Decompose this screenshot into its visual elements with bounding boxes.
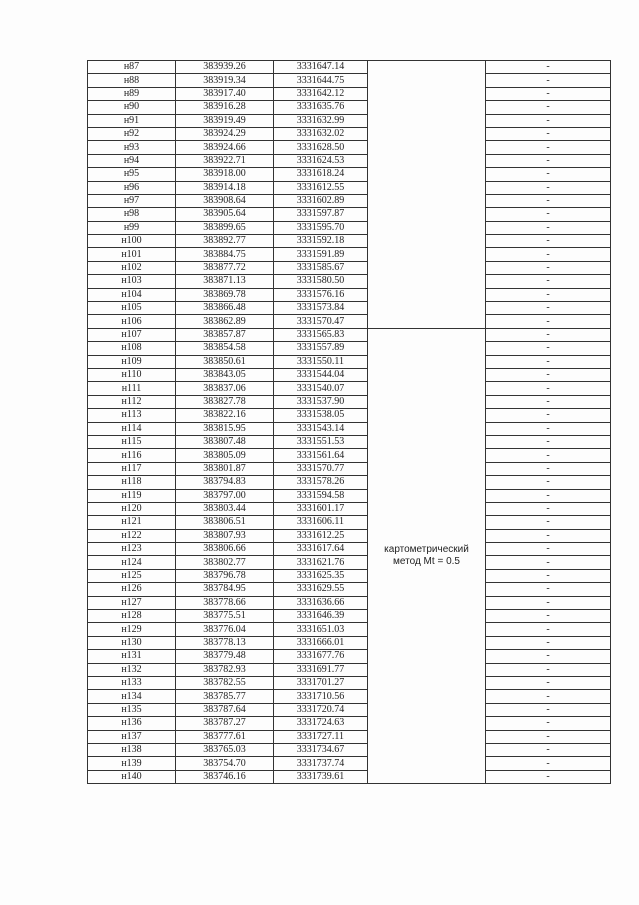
note-cell: - xyxy=(486,676,611,689)
note-cell: - xyxy=(486,462,611,475)
table-row xyxy=(88,596,611,609)
x-coordinate-cell: 383802.77 xyxy=(176,556,274,569)
x-coordinate-cell: 383869.78 xyxy=(176,288,274,301)
table-row xyxy=(88,74,611,87)
point-id-cell: н103 xyxy=(88,275,176,288)
y-coordinate-cell: 3331724.63 xyxy=(274,717,368,730)
x-coordinate-cell: 383866.48 xyxy=(176,302,274,315)
point-id-cell: н116 xyxy=(88,449,176,462)
note-cell: - xyxy=(486,717,611,730)
x-coordinate-cell: 383807.48 xyxy=(176,435,274,448)
point-id-cell: н139 xyxy=(88,757,176,770)
y-coordinate-cell: 3331573.84 xyxy=(274,302,368,315)
point-id-cell: н113 xyxy=(88,409,176,422)
table-row xyxy=(88,368,611,381)
table-row xyxy=(88,476,611,489)
table-row xyxy=(88,462,611,475)
x-coordinate-cell: 383797.00 xyxy=(176,489,274,502)
table-row xyxy=(88,516,611,529)
y-coordinate-cell: 3331612.25 xyxy=(274,529,368,542)
note-cell: - xyxy=(486,703,611,716)
note-cell: - xyxy=(486,770,611,783)
note-cell: - xyxy=(486,743,611,756)
point-id-cell: н120 xyxy=(88,502,176,515)
method-cell-empty xyxy=(368,61,486,329)
table-row xyxy=(88,743,611,756)
x-coordinate-cell: 383922.71 xyxy=(176,154,274,167)
method-label: картометрический xyxy=(384,543,469,555)
note-cell: - xyxy=(486,248,611,261)
point-id-cell: н123 xyxy=(88,543,176,556)
x-coordinate-cell: 383884.75 xyxy=(176,248,274,261)
table-row xyxy=(88,302,611,315)
table-row xyxy=(88,87,611,100)
table-row xyxy=(88,168,611,181)
table-row xyxy=(88,703,611,716)
table-row xyxy=(88,154,611,167)
point-id-cell: н90 xyxy=(88,101,176,114)
x-coordinate-cell: 383857.87 xyxy=(176,328,274,341)
point-id-cell: н112 xyxy=(88,395,176,408)
y-coordinate-cell: 3331561.64 xyxy=(274,449,368,462)
x-coordinate-cell: 383782.93 xyxy=(176,663,274,676)
table-row xyxy=(88,61,611,74)
x-coordinate-cell: 383775.51 xyxy=(176,610,274,623)
y-coordinate-cell: 3331617.64 xyxy=(274,543,368,556)
y-coordinate-cell: 3331594.58 xyxy=(274,489,368,502)
x-coordinate-cell: 383794.83 xyxy=(176,476,274,489)
point-id-cell: н96 xyxy=(88,181,176,194)
y-coordinate-cell: 3331606.11 xyxy=(274,516,368,529)
note-cell: - xyxy=(486,302,611,315)
x-coordinate-cell: 383899.65 xyxy=(176,221,274,234)
point-id-cell: н98 xyxy=(88,208,176,221)
point-id-cell: н102 xyxy=(88,261,176,274)
table-row xyxy=(88,235,611,248)
x-coordinate-cell: 383919.34 xyxy=(176,74,274,87)
note-cell: - xyxy=(486,623,611,636)
note-cell: - xyxy=(486,489,611,502)
note-cell: - xyxy=(486,114,611,127)
point-id-cell: н100 xyxy=(88,235,176,248)
point-id-cell: н129 xyxy=(88,623,176,636)
note-cell: - xyxy=(486,757,611,770)
x-coordinate-cell: 383908.64 xyxy=(176,194,274,207)
y-coordinate-cell: 3331551.53 xyxy=(274,435,368,448)
note-cell: - xyxy=(486,288,611,301)
x-coordinate-cell: 383803.44 xyxy=(176,502,274,515)
y-coordinate-cell: 3331578.26 xyxy=(274,476,368,489)
note-cell: - xyxy=(486,663,611,676)
note-cell: - xyxy=(486,168,611,181)
y-coordinate-cell: 3331636.66 xyxy=(274,596,368,609)
x-coordinate-cell: 383785.77 xyxy=(176,690,274,703)
point-id-cell: н109 xyxy=(88,355,176,368)
note-cell: - xyxy=(486,529,611,542)
table-row xyxy=(88,583,611,596)
point-id-cell: н115 xyxy=(88,435,176,448)
note-cell: - xyxy=(486,127,611,140)
note-cell: - xyxy=(486,235,611,248)
table-row xyxy=(88,676,611,689)
y-coordinate-cell: 3331677.76 xyxy=(274,650,368,663)
y-coordinate-cell: 3331624.53 xyxy=(274,154,368,167)
y-coordinate-cell: 3331580.50 xyxy=(274,275,368,288)
x-coordinate-cell: 383918.00 xyxy=(176,168,274,181)
note-cell: - xyxy=(486,569,611,582)
point-id-cell: н108 xyxy=(88,342,176,355)
note-cell: - xyxy=(486,74,611,87)
x-coordinate-cell: 383843.05 xyxy=(176,368,274,381)
point-id-cell: н131 xyxy=(88,650,176,663)
note-cell: - xyxy=(486,154,611,167)
table-row xyxy=(88,328,611,341)
point-id-cell: н128 xyxy=(88,610,176,623)
note-cell: - xyxy=(486,395,611,408)
x-coordinate-cell: 383850.61 xyxy=(176,355,274,368)
table-row xyxy=(88,409,611,422)
x-coordinate-cell: 383815.95 xyxy=(176,422,274,435)
y-coordinate-cell: 3331621.76 xyxy=(274,556,368,569)
y-coordinate-cell: 3331691.77 xyxy=(274,663,368,676)
x-coordinate-cell: 383806.51 xyxy=(176,516,274,529)
table-row xyxy=(88,610,611,623)
x-coordinate-cell: 383854.58 xyxy=(176,342,274,355)
point-id-cell: н119 xyxy=(88,489,176,502)
note-cell: - xyxy=(486,261,611,274)
point-id-cell: н111 xyxy=(88,382,176,395)
method-cell xyxy=(368,328,486,783)
note-cell: - xyxy=(486,342,611,355)
note-cell: - xyxy=(486,87,611,100)
x-coordinate-cell: 383914.18 xyxy=(176,181,274,194)
table-row xyxy=(88,422,611,435)
note-cell: - xyxy=(486,596,611,609)
point-id-cell: н132 xyxy=(88,663,176,676)
note-cell: - xyxy=(486,476,611,489)
y-coordinate-cell: 3331625.35 xyxy=(274,569,368,582)
point-id-cell: н137 xyxy=(88,730,176,743)
table-row xyxy=(88,623,611,636)
note-cell: - xyxy=(486,449,611,462)
y-coordinate-cell: 3331544.04 xyxy=(274,368,368,381)
table-row xyxy=(88,556,611,569)
note-cell: - xyxy=(486,328,611,341)
table-row xyxy=(88,248,611,261)
note-cell: - xyxy=(486,61,611,74)
table-row xyxy=(88,757,611,770)
x-coordinate-cell: 383778.13 xyxy=(176,636,274,649)
y-coordinate-cell: 3331647.14 xyxy=(274,61,368,74)
point-id-cell: н99 xyxy=(88,221,176,234)
point-id-cell: н133 xyxy=(88,676,176,689)
x-coordinate-cell: 383916.28 xyxy=(176,101,274,114)
y-coordinate-cell: 3331592.18 xyxy=(274,235,368,248)
point-id-cell: н117 xyxy=(88,462,176,475)
y-coordinate-cell: 3331629.55 xyxy=(274,583,368,596)
y-coordinate-cell: 3331734.67 xyxy=(274,743,368,756)
note-cell: - xyxy=(486,502,611,515)
x-coordinate-cell: 383892.77 xyxy=(176,235,274,248)
x-coordinate-cell: 383827.78 xyxy=(176,395,274,408)
note-cell: - xyxy=(486,543,611,556)
note-cell: - xyxy=(486,516,611,529)
table-row xyxy=(88,543,611,556)
table-row xyxy=(88,730,611,743)
note-cell: - xyxy=(486,181,611,194)
table-row xyxy=(88,127,611,140)
point-id-cell: н94 xyxy=(88,154,176,167)
x-coordinate-cell: 383765.03 xyxy=(176,743,274,756)
point-id-cell: н114 xyxy=(88,422,176,435)
x-coordinate-cell: 383784.95 xyxy=(176,583,274,596)
table-row xyxy=(88,275,611,288)
note-cell: - xyxy=(486,368,611,381)
table-row xyxy=(88,194,611,207)
point-id-cell: н121 xyxy=(88,516,176,529)
table-row xyxy=(88,650,611,663)
x-coordinate-cell: 383746.16 xyxy=(176,770,274,783)
x-coordinate-cell: 383871.13 xyxy=(176,275,274,288)
x-coordinate-cell: 383787.27 xyxy=(176,717,274,730)
note-cell: - xyxy=(486,194,611,207)
note-cell: - xyxy=(486,583,611,596)
note-cell: - xyxy=(486,355,611,368)
y-coordinate-cell: 3331642.12 xyxy=(274,87,368,100)
note-cell: - xyxy=(486,208,611,221)
x-coordinate-cell: 383796.78 xyxy=(176,569,274,582)
point-id-cell: н104 xyxy=(88,288,176,301)
y-coordinate-cell: 3331543.14 xyxy=(274,422,368,435)
x-coordinate-cell: 383776.04 xyxy=(176,623,274,636)
point-id-cell: н125 xyxy=(88,569,176,582)
coordinates-table xyxy=(87,60,611,784)
note-cell: - xyxy=(486,275,611,288)
note-cell: - xyxy=(486,650,611,663)
point-id-cell: н122 xyxy=(88,529,176,542)
y-coordinate-cell: 3331632.99 xyxy=(274,114,368,127)
point-id-cell: н92 xyxy=(88,127,176,140)
x-coordinate-cell: 383777.61 xyxy=(176,730,274,743)
note-cell: - xyxy=(486,690,611,703)
table-row xyxy=(88,288,611,301)
x-coordinate-cell: 383837.06 xyxy=(176,382,274,395)
y-coordinate-cell: 3331635.76 xyxy=(274,101,368,114)
table-row xyxy=(88,717,611,730)
note-cell: - xyxy=(486,141,611,154)
table-row xyxy=(88,636,611,649)
point-id-cell: н88 xyxy=(88,74,176,87)
y-coordinate-cell: 3331585.67 xyxy=(274,261,368,274)
note-cell: - xyxy=(486,556,611,569)
table-row xyxy=(88,342,611,355)
point-id-cell: н106 xyxy=(88,315,176,328)
y-coordinate-cell: 3331557.89 xyxy=(274,342,368,355)
y-coordinate-cell: 3331612.55 xyxy=(274,181,368,194)
table-row xyxy=(88,569,611,582)
y-coordinate-cell: 3331537.90 xyxy=(274,395,368,408)
x-coordinate-cell: 383807.93 xyxy=(176,529,274,542)
table-row xyxy=(88,529,611,542)
table-row xyxy=(88,770,611,783)
y-coordinate-cell: 3331632.02 xyxy=(274,127,368,140)
table-row xyxy=(88,449,611,462)
y-coordinate-cell: 3331597.87 xyxy=(274,208,368,221)
y-coordinate-cell: 3331591.89 xyxy=(274,248,368,261)
y-coordinate-cell: 3331737.74 xyxy=(274,757,368,770)
point-id-cell: н124 xyxy=(88,556,176,569)
note-cell: - xyxy=(486,610,611,623)
table-row xyxy=(88,221,611,234)
point-id-cell: н93 xyxy=(88,141,176,154)
point-id-cell: н118 xyxy=(88,476,176,489)
x-coordinate-cell: 383924.66 xyxy=(176,141,274,154)
coordinates-table-body xyxy=(88,61,611,784)
x-coordinate-cell: 383754.70 xyxy=(176,757,274,770)
point-id-cell: н135 xyxy=(88,703,176,716)
x-coordinate-cell: 383801.87 xyxy=(176,462,274,475)
note-cell: - xyxy=(486,422,611,435)
table-row xyxy=(88,208,611,221)
y-coordinate-cell: 3331570.77 xyxy=(274,462,368,475)
point-id-cell: н97 xyxy=(88,194,176,207)
table-row xyxy=(88,382,611,395)
table-row xyxy=(88,690,611,703)
point-id-cell: н126 xyxy=(88,583,176,596)
table-row xyxy=(88,181,611,194)
point-id-cell: н95 xyxy=(88,168,176,181)
point-id-cell: н91 xyxy=(88,114,176,127)
x-coordinate-cell: 383905.64 xyxy=(176,208,274,221)
point-id-cell: н87 xyxy=(88,61,176,74)
y-coordinate-cell: 3331701.27 xyxy=(274,676,368,689)
point-id-cell: н127 xyxy=(88,596,176,609)
x-coordinate-cell: 383822.16 xyxy=(176,409,274,422)
table-row xyxy=(88,141,611,154)
point-id-cell: н89 xyxy=(88,87,176,100)
table-row xyxy=(88,315,611,328)
note-cell: - xyxy=(486,315,611,328)
x-coordinate-cell: 383787.64 xyxy=(176,703,274,716)
y-coordinate-cell: 3331618.24 xyxy=(274,168,368,181)
point-id-cell: н105 xyxy=(88,302,176,315)
y-coordinate-cell: 3331601.17 xyxy=(274,502,368,515)
x-coordinate-cell: 383862.89 xyxy=(176,315,274,328)
y-coordinate-cell: 3331710.56 xyxy=(274,690,368,703)
point-id-cell: н110 xyxy=(88,368,176,381)
point-id-cell: н138 xyxy=(88,743,176,756)
y-coordinate-cell: 3331727.11 xyxy=(274,730,368,743)
x-coordinate-cell: 383919.49 xyxy=(176,114,274,127)
x-coordinate-cell: 383779.48 xyxy=(176,650,274,663)
y-coordinate-cell: 3331651.03 xyxy=(274,623,368,636)
note-cell: - xyxy=(486,101,611,114)
y-coordinate-cell: 3331540.07 xyxy=(274,382,368,395)
y-coordinate-cell: 3331570.47 xyxy=(274,315,368,328)
table-row xyxy=(88,489,611,502)
y-coordinate-cell: 3331602.89 xyxy=(274,194,368,207)
y-coordinate-cell: 3331646.39 xyxy=(274,610,368,623)
point-id-cell: н136 xyxy=(88,717,176,730)
table-row xyxy=(88,114,611,127)
y-coordinate-cell: 3331565.83 xyxy=(274,328,368,341)
table-row xyxy=(88,502,611,515)
point-id-cell: н101 xyxy=(88,248,176,261)
x-coordinate-cell: 383806.66 xyxy=(176,543,274,556)
note-cell: - xyxy=(486,382,611,395)
y-coordinate-cell: 3331739.61 xyxy=(274,770,368,783)
note-cell: - xyxy=(486,409,611,422)
note-cell: - xyxy=(486,730,611,743)
x-coordinate-cell: 383778.66 xyxy=(176,596,274,609)
y-coordinate-cell: 3331550.11 xyxy=(274,355,368,368)
note-cell: - xyxy=(486,221,611,234)
x-coordinate-cell: 383939.26 xyxy=(176,61,274,74)
table-row xyxy=(88,395,611,408)
x-coordinate-cell: 383924.29 xyxy=(176,127,274,140)
y-coordinate-cell: 3331595.70 xyxy=(274,221,368,234)
y-coordinate-cell: 3331538.05 xyxy=(274,409,368,422)
point-id-cell: н130 xyxy=(88,636,176,649)
x-coordinate-cell: 383917.40 xyxy=(176,87,274,100)
y-coordinate-cell: 3331644.75 xyxy=(274,74,368,87)
y-coordinate-cell: 3331628.50 xyxy=(274,141,368,154)
note-cell: - xyxy=(486,636,611,649)
point-id-cell: н134 xyxy=(88,690,176,703)
table-row xyxy=(88,101,611,114)
table-row xyxy=(88,355,611,368)
point-id-cell: н107 xyxy=(88,328,176,341)
y-coordinate-cell: 3331666.01 xyxy=(274,636,368,649)
table-row xyxy=(88,435,611,448)
x-coordinate-cell: 383877.72 xyxy=(176,261,274,274)
method-accuracy: метод Mt = 0.5 xyxy=(393,555,460,567)
y-coordinate-cell: 3331576.16 xyxy=(274,288,368,301)
table-row xyxy=(88,663,611,676)
note-cell: - xyxy=(486,435,611,448)
y-coordinate-cell: 3331720.74 xyxy=(274,703,368,716)
point-id-cell: н140 xyxy=(88,770,176,783)
x-coordinate-cell: 383782.55 xyxy=(176,676,274,689)
x-coordinate-cell: 383805.09 xyxy=(176,449,274,462)
table-row xyxy=(88,261,611,274)
